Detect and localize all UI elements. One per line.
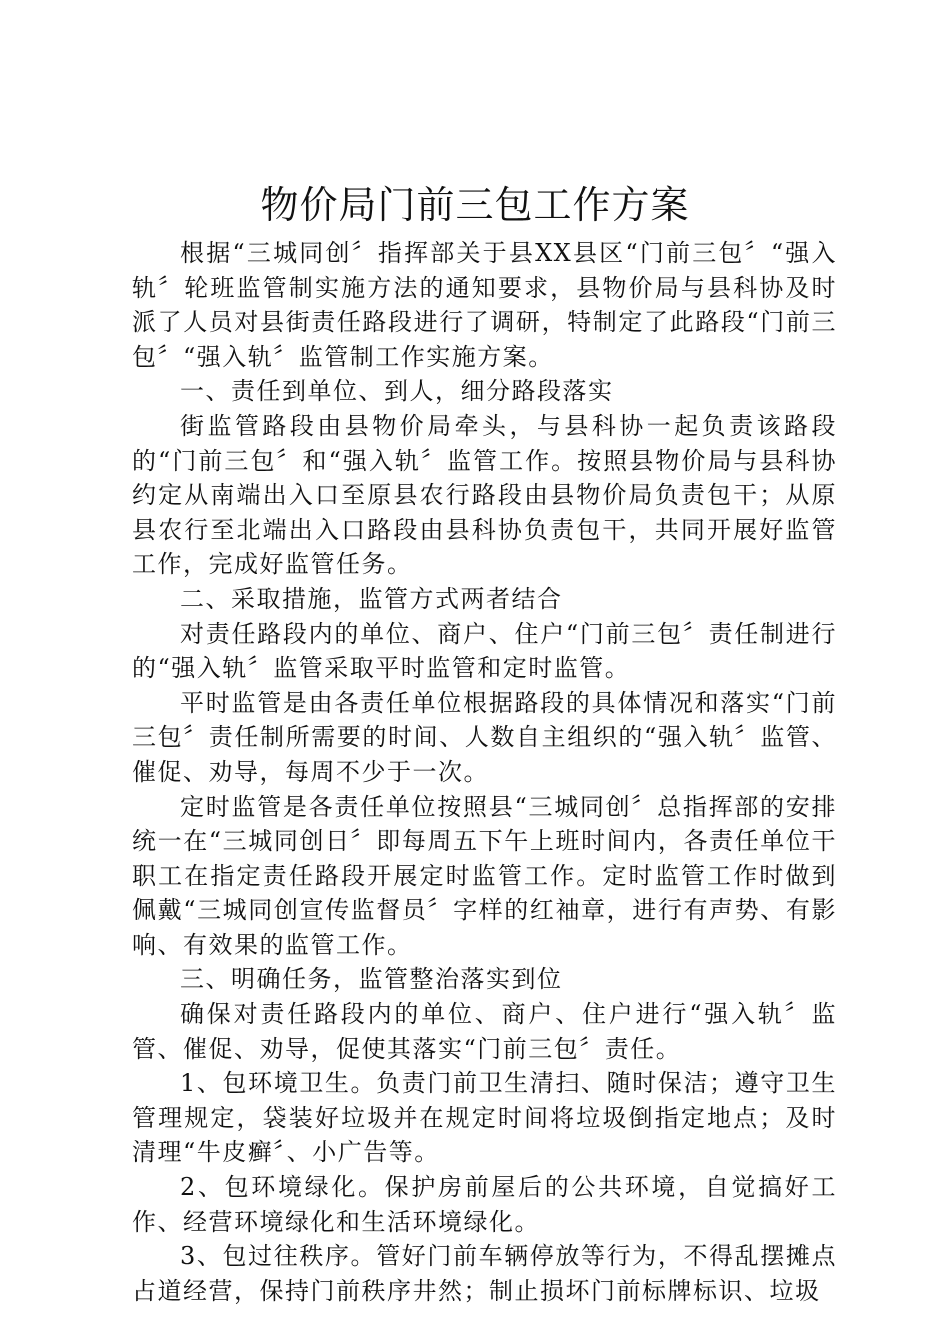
section-heading-2: 二、采取措施，监管方式两者结合 (180, 584, 563, 613)
section-heading-3: 三、明确任务，监管整治落实到位 (180, 965, 563, 994)
list-item-greening: 2、包环境绿化。保护房前屋后的公共环境，自觉搞好工作、经营环境绿化和生活环境绿化。 (132, 1173, 837, 1236)
paragraph-intro: 根据“三城同创〞指挥部关于县XX县区“门前三包〞“强入轨〞轮班监管制实施方法的通知要求，县物价局与县科协及时派了人员对县街责任路段进行了调研，特制定了此路段“门前三包〞“强入轨〞监管制工作实施方案。 (132, 239, 837, 371)
paragraph-regular-supervision: 平时监管是由各责任单位根据路段的具体情况和落实“门前三包〞责任制所需要的时间、人数自主组织的“强入轨〞监管、催促、劝导，每周不少于一次。 (132, 688, 837, 786)
list-item-order: 3、包过往秩序。管好门前车辆停放等行为，不得乱摆摊点占道经营，保持门前秩序井然；制止损坏门前标牌标识、垃圾 (132, 1242, 837, 1305)
paragraph-scheduled-supervision: 定时监管是各责任单位按照县“三城同创〞总指挥部的安排统一在“三城同创日〞即每周五下午上班时间内，各责任单位干职工在指定责任路段开展定时监管工作。定时监管工作时做到佩戴“三城同创宣传监督员〞字样的红袖章，进行有声势、有影响、有效果的监管工作。 (132, 792, 837, 959)
list-item-sanitation: 1、包环境卫生。负责门前卫生清扫、随时保洁；遵守卫生管理规定，袋装好垃圾并在规定时间将垃圾倒指定地点；及时清理“牛皮癣〞、小广告等。 (132, 1069, 837, 1167)
document-title: 物价局门前三包工作方案 (260, 183, 690, 227)
paragraph-tasks: 确保对责任路段内的单位、商户、住户进行“强入轨〞监管、催促、劝导，促使其落实“门前三包〞责任。 (132, 1000, 837, 1063)
section-heading-1: 一、责任到单位、到人，细分路段落实 (180, 377, 614, 406)
paragraph-responsibility: 街监管路段由县物价局牵头，与县科协一起负责该路段的“门前三包〞和“强入轨〞监管工作。按照县物价局与县科协约定从南端出入口至原县农行路段由县物价局负责包干；从原县农行至北端出入口路段由县科协负责包干，共同开展好监管工作，完成好监管任务。 (132, 411, 837, 579)
document-body (132, 236, 837, 1308)
paragraph-measures: 对责任路段内的单位、商户、住户“门前三包〞责任制进行的“强入轨〞监管采取平时监管和定时监管。 (132, 619, 837, 683)
